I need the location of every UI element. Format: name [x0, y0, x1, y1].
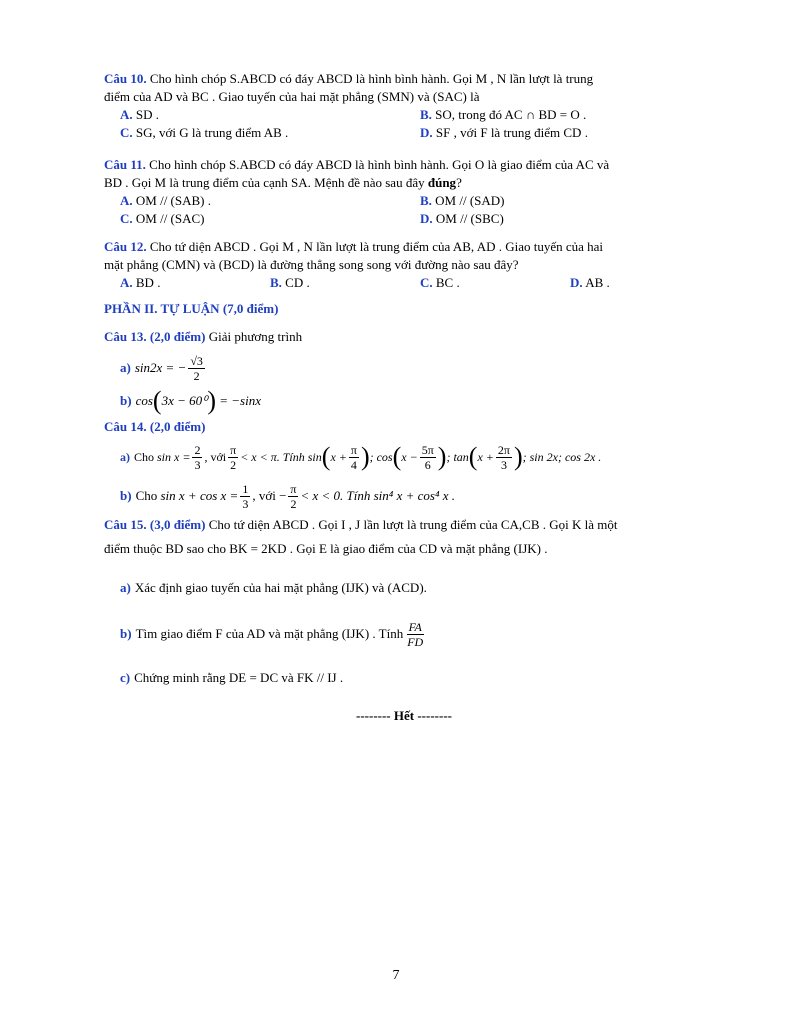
question-14 [104, 418, 704, 514]
question-text: Cho hình chóp S.ABCD có đáy ABCD là hình bình hành. Gọi M , N lần lượt là trung [149, 71, 594, 86]
question-text: mặt phẳng (CMN) và (BCD) là đường thẳng song song với đường nào sau đây? [104, 257, 519, 272]
question-label: Câu 10. [104, 71, 147, 86]
option-b[interactable]: B. SO, trong đó AC ∩ BD = O . [420, 107, 587, 122]
question-10 [104, 70, 704, 142]
section-title: PHẦN II. TỰ LUẬN (7,0 điểm) [104, 301, 279, 316]
option-a[interactable]: A. BD . [120, 275, 161, 290]
question-text: Cho hình chóp S.ABCD có đáy ABCD là hình bình hành. Gọi O là giao điểm của AC và [149, 157, 610, 172]
question-11: Câu 11. Cho hình chóp S.ABCD có đáy ABCD là hình bình hành. Gọi O là giao điểm của AC và BD . Gọi M là trung điểm của cạnh SA. Mệnh đề nào sau đây đúng? A. OM // (SAB) . B. OM // (SAD) C. OM // (SAC) D. OM // (SBC) [104, 156, 704, 228]
question-label: Câu 11. [104, 157, 146, 172]
question-15: Câu 15. (3,0 điểm) Cho tứ diện ABCD . Gọi I , J lần lượt là trung điểm của CA,CB . Gọi K là một điểm thuộc BD sao cho BK = 2KD . Gọi E là giao điểm của CD và mặt phẳng (IJK) . a) Xác định giao tuyến của hai mặt phẳng (IJK) và (ACD). b) Tìm giao điểm F của AD và mặt phẳng (IJK) . Tính $\frac{FA}{FD}$ c) Chứng minh rằng DE = DC và FK // IJ . [104, 516, 704, 690]
question-text: Cho tứ diện ABCD . Gọi M , N lần lượt là trung điểm của AB, AD . Giao tuyến của hai [149, 239, 604, 254]
option-d[interactable]: D. AB . [570, 275, 610, 290]
option-a[interactable]: A. SD . [120, 107, 160, 122]
question-label: Câu 13. (2,0 điểm) [104, 329, 206, 344]
option-c[interactable]: C. OM // (SAC) [120, 211, 205, 226]
subquestion-b: b) Tìm giao điểm F của AD và mặt phẳng (IJK) . Tính $\frac{FA}{FD}$ [120, 619, 424, 649]
fraction: $\frac{√3}{2}$ [190, 353, 203, 383]
subquestion-c: c) Chứng minh rằng DE = DC và FK // IJ . [120, 670, 344, 685]
page-number: 7 [392, 968, 400, 983]
option-b[interactable]: B. CD . [270, 275, 310, 290]
option-c[interactable]: C. BC . [420, 275, 460, 290]
question-13: Câu 13. (2,0 điểm) Giải phương trình a) sin2x = − $\frac{√3}{2}$ b) cos ( 3x − 60⁰ ) = −sinx [104, 328, 704, 414]
subquestion-a: a) sin2x = − $\frac{√3}{2}$ [120, 353, 203, 383]
option-d[interactable]: D. SF , với F là trung điểm CD . [420, 125, 588, 140]
subquestion-a: a) Cho sin x = $\frac{2}{3}$ , với $\frac{\pi}{2}$ < x < π. Tính sin ( x + $\frac{\pi}{4}$ ) ; cos ( x − $\frac{5\pi}{6}$ ) ; tan ( x + $\frac{2\pi}{3}$ ) ; sin 2x; cos 2x . [120, 442, 602, 472]
subquestion-a: a) Xác định giao tuyến của hai mặt phẳng (IJK) và (ACD). [120, 580, 427, 595]
option-d[interactable]: D. OM // (SBC) [420, 211, 504, 226]
end-marker: -------- Hết -------- [356, 708, 452, 723]
subquestion-b: b) cos ( 3x − 60⁰ ) = −sinx [120, 386, 262, 415]
option-a[interactable]: A. OM // (SAB) . [120, 193, 212, 208]
option-b[interactable]: B. OM // (SAD) [420, 193, 505, 208]
question-12 [104, 238, 704, 292]
option-c[interactable]: C. SG, với G là trung điểm AB . [120, 125, 289, 140]
question-text: điểm của AD và BC . Giao tuyến của hai mặt phẳng (SMN) và (SAC) là [104, 89, 480, 104]
question-label: Câu 12. [104, 239, 147, 254]
question-label: Câu 14. (2,0 điểm) [104, 419, 206, 434]
subquestion-b: b) Cho sin x + cos x = $\frac{1}{3}$ , với − $\frac{\pi}{2}$ < x < 0. Tính sin⁴ x + cos⁴ x . [120, 481, 455, 511]
question-label: Câu 15. (3,0 điểm) [104, 517, 206, 532]
